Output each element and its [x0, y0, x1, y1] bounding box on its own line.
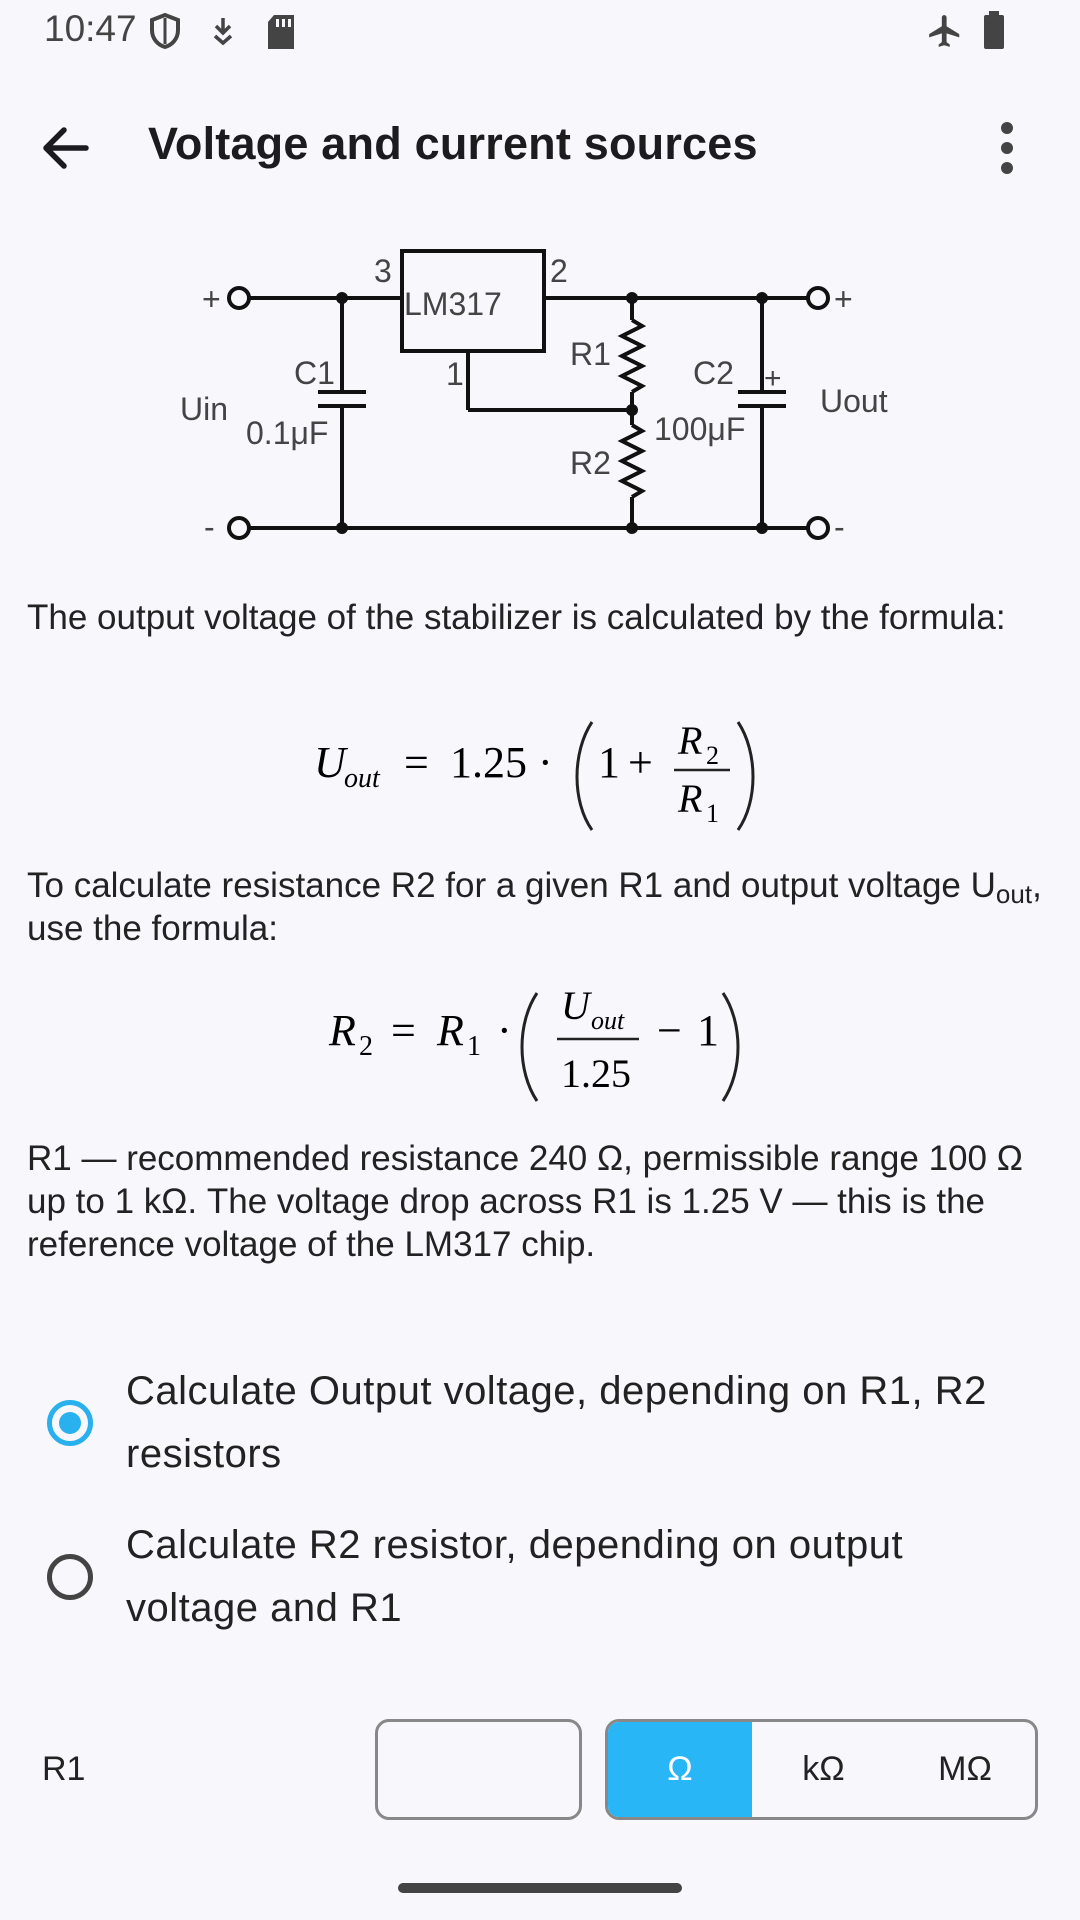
f2-den: 1.25 — [561, 1051, 631, 1096]
status-bar — [0, 0, 1080, 62]
option-output-voltage-label: Calculate Output voltage, depending on R1, R2 resistors — [126, 1369, 987, 1476]
para2-subscript: out — [995, 879, 1033, 909]
f1-lhs-main: U — [314, 738, 346, 787]
f1-const: 1.25 — [450, 738, 527, 787]
r1-unit-selector — [605, 1719, 1038, 1820]
description-paragraph-1: The output voltage of the stabilizer is calculated by the formula: — [27, 598, 1006, 637]
app-bar — [0, 88, 1080, 208]
f2-r1-main: R — [437, 1006, 464, 1055]
output-plus: + — [834, 281, 853, 317]
input-plus: + — [202, 281, 221, 317]
r1-value-input[interactable] — [375, 1719, 582, 1820]
download-icon — [210, 16, 236, 46]
f1-num-sub: 2 — [706, 741, 719, 770]
f2-one: 1 — [697, 1006, 719, 1055]
para2-text-end: , use the formula: — [27, 866, 1042, 948]
pin-adj-label: 1 — [446, 356, 464, 392]
para2-text: To calculate resistance R2 for a given R1 and output voltage U — [27, 866, 996, 905]
battery-icon — [982, 10, 1006, 50]
f1-dot: · — [538, 738, 553, 787]
f1-den-main: R — [678, 776, 703, 821]
c1-value: 0.1μF — [246, 415, 329, 451]
unit-megaohm-button[interactable]: MΩ — [938, 1750, 992, 1788]
more-vert-icon — [982, 118, 1032, 178]
shield-icon — [148, 12, 182, 50]
f2-r1-sub: 1 — [467, 1031, 481, 1062]
chip-label: LM317 — [404, 286, 502, 322]
f2-eq: = — [391, 1006, 416, 1055]
c2-value: 100μF — [654, 411, 746, 447]
back-button[interactable] — [36, 118, 112, 178]
f1-one: 1 — [598, 738, 620, 787]
radio-unselected-icon[interactable] — [47, 1554, 93, 1600]
f1-den-sub: 1 — [706, 799, 719, 828]
f1-lhs-sub: out — [344, 763, 380, 794]
lm317-circuit-diagram — [170, 240, 910, 550]
option-r2-resistor-label: Calculate R2 resistor, depending on output voltage and R1 — [126, 1523, 904, 1630]
option-output-voltage[interactable] — [0, 1360, 1080, 1490]
f1-plus: + — [628, 738, 653, 787]
status-time: 10:47 — [44, 8, 137, 49]
pin-in-label: 3 — [374, 253, 392, 289]
c2-label: C2 — [693, 355, 734, 391]
r2-formula — [325, 985, 765, 1105]
r2-label: R2 — [570, 445, 611, 481]
output-minus: - — [834, 509, 845, 545]
option-r2-resistor[interactable] — [0, 1514, 1080, 1644]
unit-ohm-button[interactable]: Ω — [608, 1722, 752, 1817]
f2-lhs-sub: 2 — [359, 1031, 373, 1062]
r1-field-label: R1 — [42, 1750, 86, 1788]
page-title: Voltage and current sources — [148, 118, 758, 169]
input-label: Uin — [180, 391, 229, 427]
f2-dot: · — [497, 1006, 512, 1055]
f2-minus: − — [657, 1006, 682, 1055]
home-indicator[interactable] — [398, 1883, 682, 1893]
f1-eq: = — [404, 738, 429, 787]
description-paragraph-3: R1 — recommended resistance 240 Ω, permissible range 100 Ω up to 1 kΩ. The voltage drop across R1 is 1.25 V — this is the reference voltage of the LM317 chip. — [27, 1139, 1023, 1264]
unit-kiloohm-button[interactable]: kΩ — [802, 1750, 845, 1788]
f2-num-sub: out — [591, 1006, 625, 1035]
f2-num-main: U — [561, 985, 590, 1028]
more-options-button[interactable] — [982, 118, 1032, 178]
arrow-left-icon — [36, 118, 96, 178]
c2-polarity: + — [764, 362, 782, 395]
pin-out-label: 2 — [550, 253, 568, 289]
airplane-mode-icon — [926, 12, 964, 50]
output-label: Uout — [820, 383, 888, 419]
f2-lhs-main: R — [329, 1006, 356, 1055]
c1-label: C1 — [294, 355, 335, 391]
description-paragraph-2 — [27, 864, 1057, 950]
input-minus: - — [204, 509, 215, 545]
output-voltage-formula — [310, 712, 770, 842]
r1-label: R1 — [570, 336, 611, 372]
f1-num-main: R — [678, 718, 703, 763]
radio-selected-icon[interactable] — [47, 1400, 93, 1446]
sd-card-icon — [266, 14, 296, 50]
